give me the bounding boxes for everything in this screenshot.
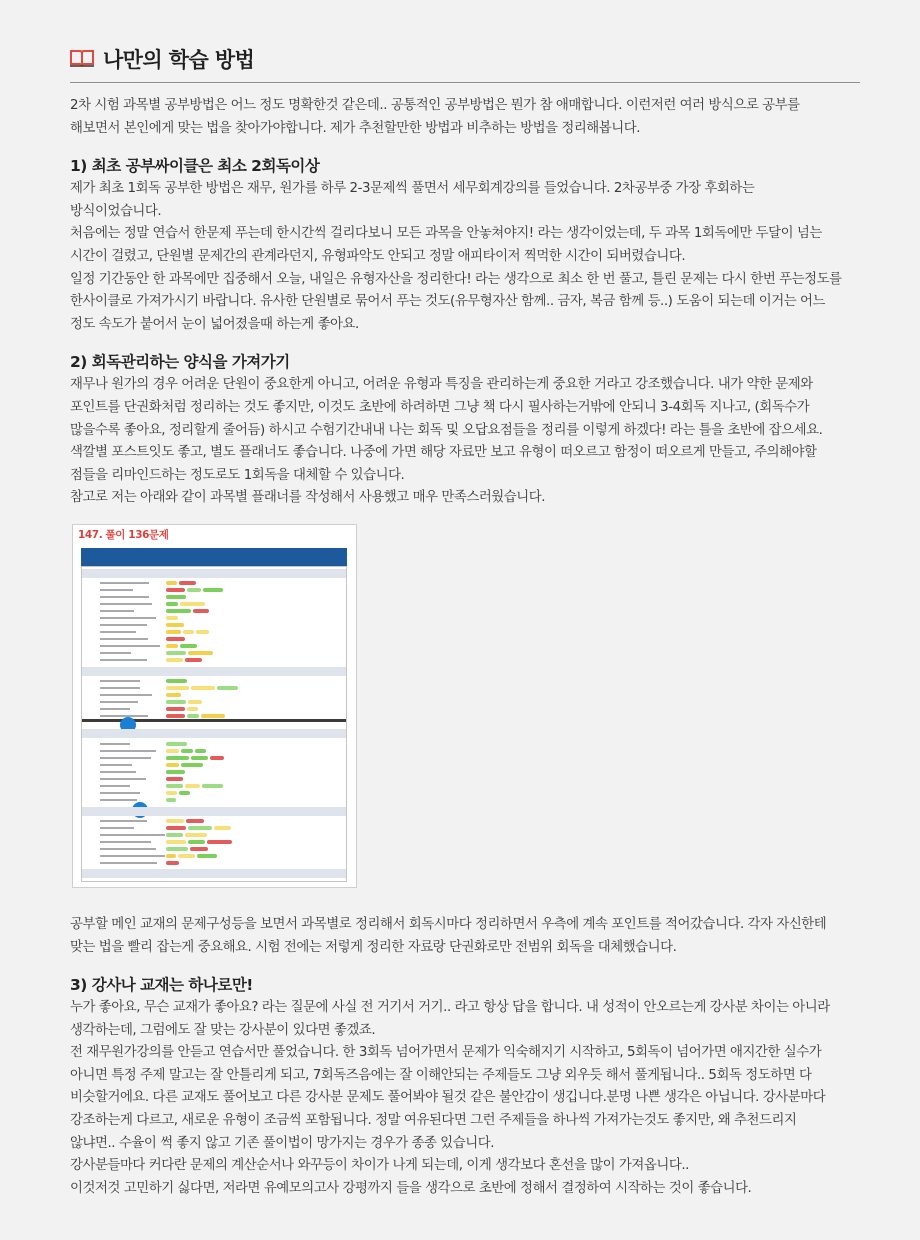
planner-table [81, 566, 347, 882]
text-line: 포인트를 단권화처럼 정리하는 것도 좋지만, 이것도 초반에 하려하면 그냥 책 다시 필사하는거밖에 안되니 3-4회독 지나고, (회독수가 [70, 399, 810, 415]
planner-entry-line [100, 855, 165, 857]
planner-mark [166, 637, 185, 641]
planner-mark [166, 588, 185, 592]
planner-mark [166, 819, 184, 823]
text-line: 2차 시험 과목별 공부방법은 어느 정도 명확한것 같은데.. 공통적인 공부방법은 뭔가 참 애매합니다. 이런저런 여러 방식으로 공부를 [70, 98, 800, 113]
planner-mark [166, 847, 188, 851]
planner-mark [166, 609, 191, 613]
planner-entry-line [100, 687, 140, 689]
page-title: 나만의 학습 방법 [103, 48, 255, 72]
planner-entry-line [100, 792, 140, 794]
planner-entry-line [100, 841, 151, 843]
text-line: 생각하는데, 그럼에도 잘 맞는 강사분이 있다면 좋겠죠. [70, 1022, 376, 1038]
planner-entry-line [100, 610, 134, 612]
planner-entry-line [100, 778, 146, 780]
text-line: 점들을 리마인드하는 정도로도 1회독을 대체할 수 있습니다. [70, 467, 405, 483]
planner-mark [166, 651, 186, 655]
planner-mark [193, 609, 209, 613]
planner-table-header [81, 548, 347, 566]
planner-entry-line [100, 715, 148, 717]
planner-mark [185, 784, 200, 788]
planner-mark [166, 756, 189, 760]
planner-image [72, 524, 357, 888]
planner-mark [185, 833, 207, 837]
article-body [70, 95, 860, 1200]
planner-mark [166, 826, 186, 830]
planner-entry-line [100, 631, 136, 633]
text-line: 한사이클로 가져가시기 바랍니다. 유사한 단원별로 묶어서 푸는 것도(유무형자산 함께.. 금자, 복금 함께 등..) 도움이 되는데 이거는 어느 [70, 294, 826, 310]
planner-mark [179, 581, 196, 585]
text-line: 방식이었습니다. [70, 203, 162, 219]
planner-mark [185, 658, 202, 662]
text-line: 제가 최초 1회독 공부한 방법은 재무, 원가를 하루 2-3문제씩 풀면서 세무회계강의를 들었습니다. 2차공부중 가장 후회하는 [70, 181, 755, 197]
section-heading: 3) 강사나 교재는 하나로만! [70, 976, 253, 995]
text-line: 시간이 걸렸고, 단원별 문제간의 관계라던지, 유형파악도 안되고 정말 애피타이저 찍먹한 시간이 되버렸습니다. [70, 248, 686, 264]
planner-mark [195, 749, 206, 753]
planner-section-row [82, 569, 346, 578]
planner-mark [166, 707, 185, 711]
planner-entry-line [100, 603, 152, 605]
planner-mark [166, 686, 189, 690]
text-line: 맞는 법을 빨리 잡는게 중요해요. 시험 전에는 저렇게 정리한 자료랑 단권화로만 전범위 회독을 대체했습니다. [70, 939, 677, 955]
text-line: 처음에는 정말 연습서 한문제 푸는데 한시간씩 걸리다보니 모든 과목을 안놓쳐야지! 라는 생각이었는데, 두 과목 1회독에만 두달이 넘는 [70, 226, 822, 242]
planner-section-row [82, 869, 346, 878]
after-image-paragraph [70, 914, 860, 959]
planner-mark [190, 847, 208, 851]
planner-mark [166, 742, 187, 746]
planner-entry-line [100, 617, 156, 619]
text-line: 이것저것 고민하기 싫다면, 저라면 유예모의고사 강평까지 들을 생각으로 초반에 정해서 결정하여 시작하는 것이 좋습니다. [70, 1180, 752, 1196]
planner-mark [188, 840, 205, 844]
planner-entry-line [100, 701, 138, 703]
planner-entry-line [100, 659, 147, 661]
planner-mark [166, 616, 178, 620]
planner-mark [191, 686, 215, 690]
planner-entry-line [100, 694, 152, 696]
planner-mark [181, 749, 193, 753]
planner-mark [166, 770, 185, 774]
planner-mark [166, 791, 177, 795]
text-line: 정도 속도가 붙어서 눈이 넓어졌을때 하는게 좋아요. [70, 316, 359, 332]
planner-entry-line [100, 764, 132, 766]
planner-mark [166, 602, 178, 606]
planner-entry-line [100, 750, 156, 752]
planner-mark [188, 700, 202, 704]
planner-entry-line [100, 680, 140, 682]
text-line: 공부할 메인 교재의 문제구성등을 보면서 과목별로 정리해서 회독시마다 정리하면서 우측에 계속 포인트를 적어갔습니다. 각자 자신한테 [70, 916, 827, 932]
planner-mark [166, 763, 179, 767]
planner-mark [180, 602, 205, 606]
text-line: 재무나 원가의 경우 어려운 단원이 중요한게 아니고, 어려운 유형과 특징을 관리하는게 중요한 거라고 강조했습니다. 내가 약한 문제와 [70, 377, 813, 393]
planner-mark [183, 630, 194, 634]
intro-paragraph [70, 95, 860, 140]
planner-mark [166, 693, 181, 697]
planner-mark [214, 826, 231, 830]
planner-mark [166, 714, 185, 718]
planner-mark [202, 784, 223, 788]
planner-entry-line [100, 645, 160, 647]
planner-mark [180, 644, 197, 648]
section-header [70, 40, 860, 83]
text-line: 않냐면.. 수율이 썩 좋지 않고 기존 풀이법이 망가지는 경우가 종종 있습니다. [70, 1135, 495, 1151]
planner-mark [178, 854, 195, 858]
planner-mark [201, 714, 225, 718]
planner-mark [186, 819, 204, 823]
planner-mark [166, 854, 176, 858]
planner-entry-line [100, 862, 157, 864]
planner-entry-line [100, 834, 165, 836]
planner-mark [210, 756, 224, 760]
planner-mark [166, 679, 187, 683]
text-line: 아니면 특정 주제 말고는 잘 안틀리게 되고, 7회독즈음에는 잘 이해안되는 주제들도 그냥 외우듯 해서 풀게됩니다.. 5회독 정도하면 다 [70, 1067, 812, 1083]
planner-entry-line [100, 799, 137, 801]
text-line: 색깔별 포스트잇도 좋고, 별도 플래너도 좋습니다. 나중에 가면 해당 자료만 보고 유형이 떠오르고 함정이 떠오르게 만들고, 주의해야할 [70, 445, 817, 461]
section-heading: 2) 회독관리하는 양식을 가져가기 [70, 353, 290, 372]
planner-entry-line [100, 624, 147, 626]
planner-mark [188, 826, 212, 830]
planner-mark [166, 595, 186, 599]
planner-section-row [82, 807, 346, 816]
text-line: 전 재무원가강의를 안듣고 연습서만 풀었습니다. 한 3회독 넘어가면서 문제가 익숙해지기 시작하고, 5회독이 넘어가면 애지간한 실수가 [70, 1045, 822, 1061]
planner-mark [203, 588, 223, 592]
planner-entry-line [100, 743, 130, 745]
planner-entry-line [100, 785, 130, 787]
text-line: 누가 좋아요, 무슨 교재가 좋아요? 라는 질문에 사실 전 거기서 거기.. 라고 항상 답을 합니다. 내 성적이 안오르는게 강사분 차이는 아니라 [70, 1000, 830, 1016]
text-line: 일정 기간동안 한 과목에만 집중해서 오늘, 내일은 유형자산을 정리한다! 라는 생각으로 최소 한 번 풀고, 틀린 문제는 다시 한번 푸는정도를 [70, 271, 842, 287]
planner-entry-line [100, 820, 147, 822]
planner-mark [187, 714, 199, 718]
planner-mark [166, 700, 186, 704]
planner-entry-line [100, 589, 133, 591]
planner-entry-line [100, 827, 134, 829]
planner-mark [166, 630, 181, 634]
planner-mark [181, 763, 203, 767]
text-line: 비슷할거에요. 다른 교재도 풀어보고 다른 강사분 문제도 풀어봐야 될것 같은 불안감이 생깁니다.분명 나쁜 생각은 아닙니다. 강사분마다 [70, 1090, 826, 1106]
planner-entry-line [100, 771, 136, 773]
planner-mark [166, 798, 176, 802]
text-line: 참고로 저는 아래와 같이 과목별 플래너를 작성해서 사용했고 매우 만족스러웠습니다. [70, 490, 546, 506]
section3-paragraph [70, 997, 860, 1200]
planner-entry-line [100, 596, 149, 598]
open-book-icon [70, 49, 94, 67]
planner-mark [166, 658, 183, 662]
planner-mark [166, 623, 184, 627]
planner-mark [187, 588, 201, 592]
planner-mark [166, 840, 186, 844]
planner-entry-line [100, 757, 151, 759]
planner-mark [188, 651, 213, 655]
section2-paragraph [70, 374, 860, 510]
planner-mark [166, 581, 177, 585]
planner-mark [166, 784, 183, 788]
planner-entry-line [100, 638, 148, 640]
planner-section-row [82, 729, 346, 738]
planner-mark [196, 630, 209, 634]
planner-mark [179, 791, 190, 795]
text-line: 많을수록 좋아요, 정리할게 줄어듬) 하시고 수험기간내내 나는 회독 및 오답요점들을 정리를 이렇게 하겠다! 라는 틀을 초반에 잡으세요. [70, 422, 823, 438]
planner-section-row [82, 667, 346, 676]
planner-entry-line [100, 582, 149, 584]
planner-mark [217, 686, 238, 690]
planner-mark [166, 777, 183, 781]
planner-mark [191, 756, 208, 760]
planner-mark [166, 833, 183, 837]
planner-entry-line [100, 652, 131, 654]
text-line: 강조하는게 다르고, 새로운 유형이 조금씩 포함됩니다. 정말 여유된다면 그런 주제들을 하나씩 가져가는것도 좋지만, 왜 추천드리지 [70, 1113, 797, 1129]
planner-title: 147. 풀이 136문제 [78, 528, 169, 541]
planner-mark [207, 840, 232, 844]
planner-entry-line [100, 848, 156, 850]
planner-mark [166, 861, 179, 865]
planner-mark [197, 854, 217, 858]
planner-entry-line [100, 708, 130, 710]
planner-mark [166, 644, 178, 648]
section1-paragraph [70, 178, 860, 336]
planner-mark [166, 749, 179, 753]
text-line: 강사분들마다 커다란 문제의 계산순서나 와꾸등이 차이가 나게 되는데, 이게 생각보다 혼선을 많이 가져옵니다.. [70, 1158, 689, 1174]
planner-mark [187, 707, 198, 711]
section-heading: 1) 최초 공부싸이클은 최소 2회독이상 [70, 157, 320, 176]
text-line: 해보면서 본인에게 맞는 법을 찾아가야합니다. 제가 추천할만한 방법과 비추하는 방법을 정리해봅니다. [70, 120, 641, 136]
